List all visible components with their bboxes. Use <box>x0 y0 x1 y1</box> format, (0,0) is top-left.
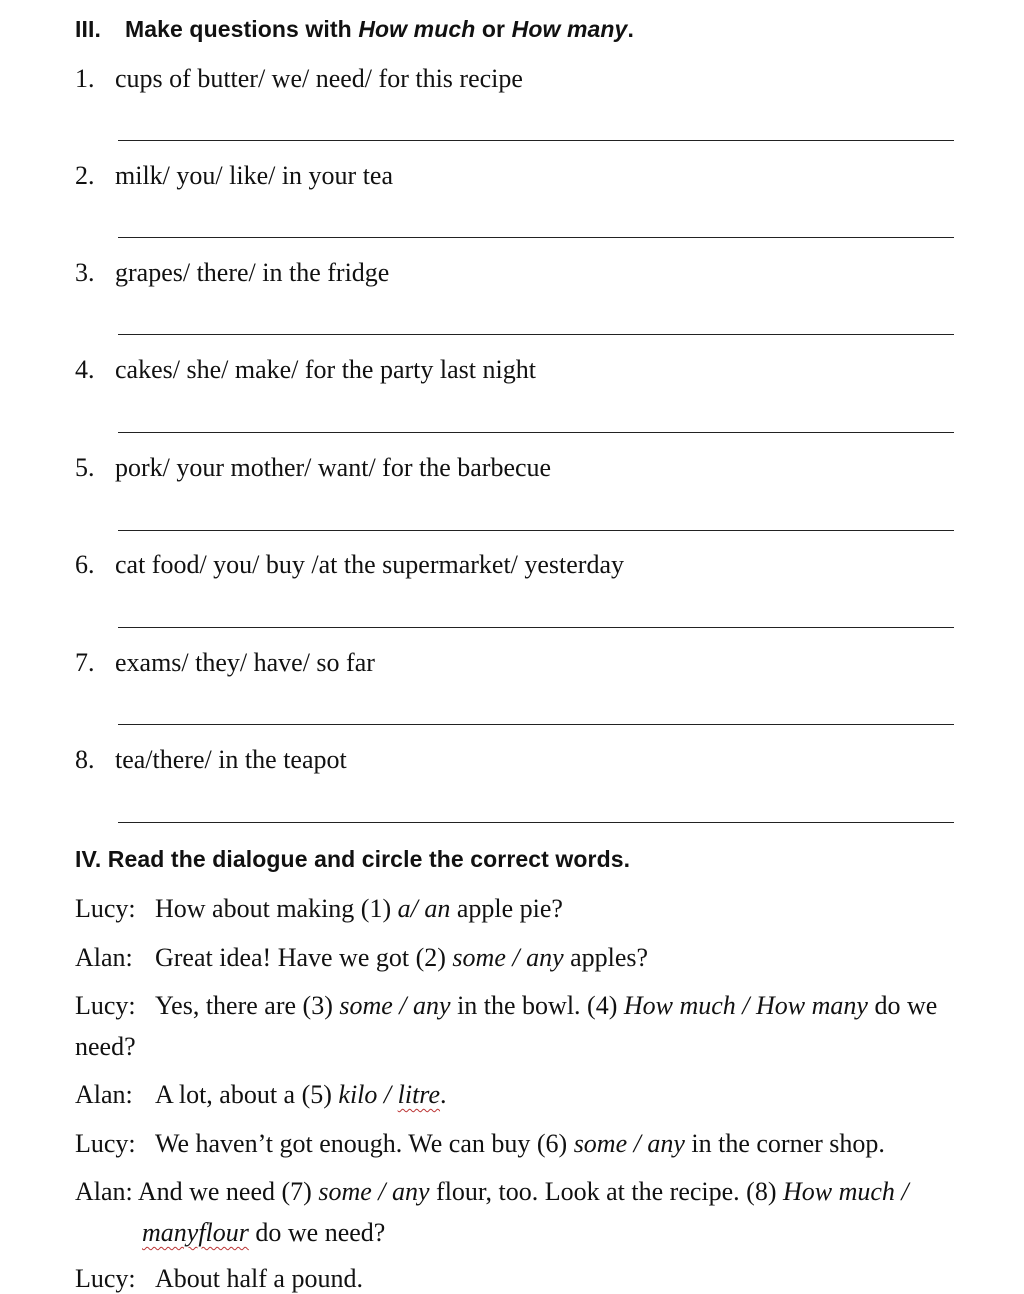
dialogue-line-3-cont: need? <box>75 1032 136 1061</box>
dialogue-line-3: Lucy: Yes, there are (3) some / any in the bowl. (4) How much / How many do we <box>75 991 938 1020</box>
dialogue-line-5: Lucy: We haven’t got enough. We can buy (6) some / any in the corner shop. <box>75 1129 885 1158</box>
exercise-item-3: 3. grapes/ there/ in the fridge <box>75 258 390 287</box>
dialogue-line-1: Lucy: How about making (1) a/ an apple pie? <box>75 894 563 923</box>
dialogue-line-2: Alan: Great idea! Have we got (2) some / any apples? <box>75 943 649 972</box>
exercise-item-1: 1. cups of butter/ we/ need/ for this recipe <box>75 64 523 93</box>
answer-line-8[interactable] <box>118 822 954 823</box>
section-3-title: III. Make questions with How much or How many. <box>75 16 634 42</box>
choice-8-cont[interactable]: manyflour <box>142 1218 249 1247</box>
answer-line-1[interactable] <box>118 140 954 141</box>
choice-4[interactable]: How much / How many <box>623 991 868 1020</box>
answer-line-4[interactable] <box>118 432 954 433</box>
choice-8[interactable]: How much / <box>782 1177 909 1206</box>
choice-6[interactable]: some / any <box>573 1129 685 1158</box>
section-4-title: IV. Read the dialogue and circle the correct words. <box>75 846 631 872</box>
dialogue-line-4: Alan: A lot, about a (5) kilo / litre. <box>75 1080 447 1109</box>
exercise-item-2: 2. milk/ you/ like/ in your tea <box>75 161 394 190</box>
choice-7[interactable]: some / any <box>318 1177 430 1206</box>
answer-line-2[interactable] <box>118 237 954 238</box>
exercise-item-6: 6. cat food/ you/ buy /at the supermarket/ yesterday <box>75 550 625 579</box>
choice-1[interactable]: a/ an <box>397 894 451 923</box>
answer-line-3[interactable] <box>118 334 954 335</box>
choice-5[interactable]: kilo / litre <box>338 1080 441 1109</box>
answer-line-5[interactable] <box>118 530 954 531</box>
dialogue-line-6: Alan: And we need (7) some / any flour, too. Look at the recipe. (8) How much / <box>75 1177 909 1206</box>
dialogue-line-6-cont: manyflour do we need? <box>142 1218 386 1247</box>
exercise-item-4: 4. cakes/ she/ make/ for the party last night <box>75 355 536 384</box>
choice-2[interactable]: some / any <box>452 943 564 972</box>
spellcheck-word: litre <box>397 1080 441 1109</box>
answer-line-6[interactable] <box>118 627 954 628</box>
exercise-item-8: 8. tea/there/ in the teapot <box>75 745 347 774</box>
dialogue-line-7: Lucy: About half a pound. <box>75 1264 363 1293</box>
answer-line-7[interactable] <box>118 724 954 725</box>
exercise-item-5: 5. pork/ your mother/ want/ for the barbecue <box>75 453 552 482</box>
exercise-item-7: 7. exams/ they/ have/ so far <box>75 648 375 677</box>
choice-3[interactable]: some / any <box>339 991 451 1020</box>
